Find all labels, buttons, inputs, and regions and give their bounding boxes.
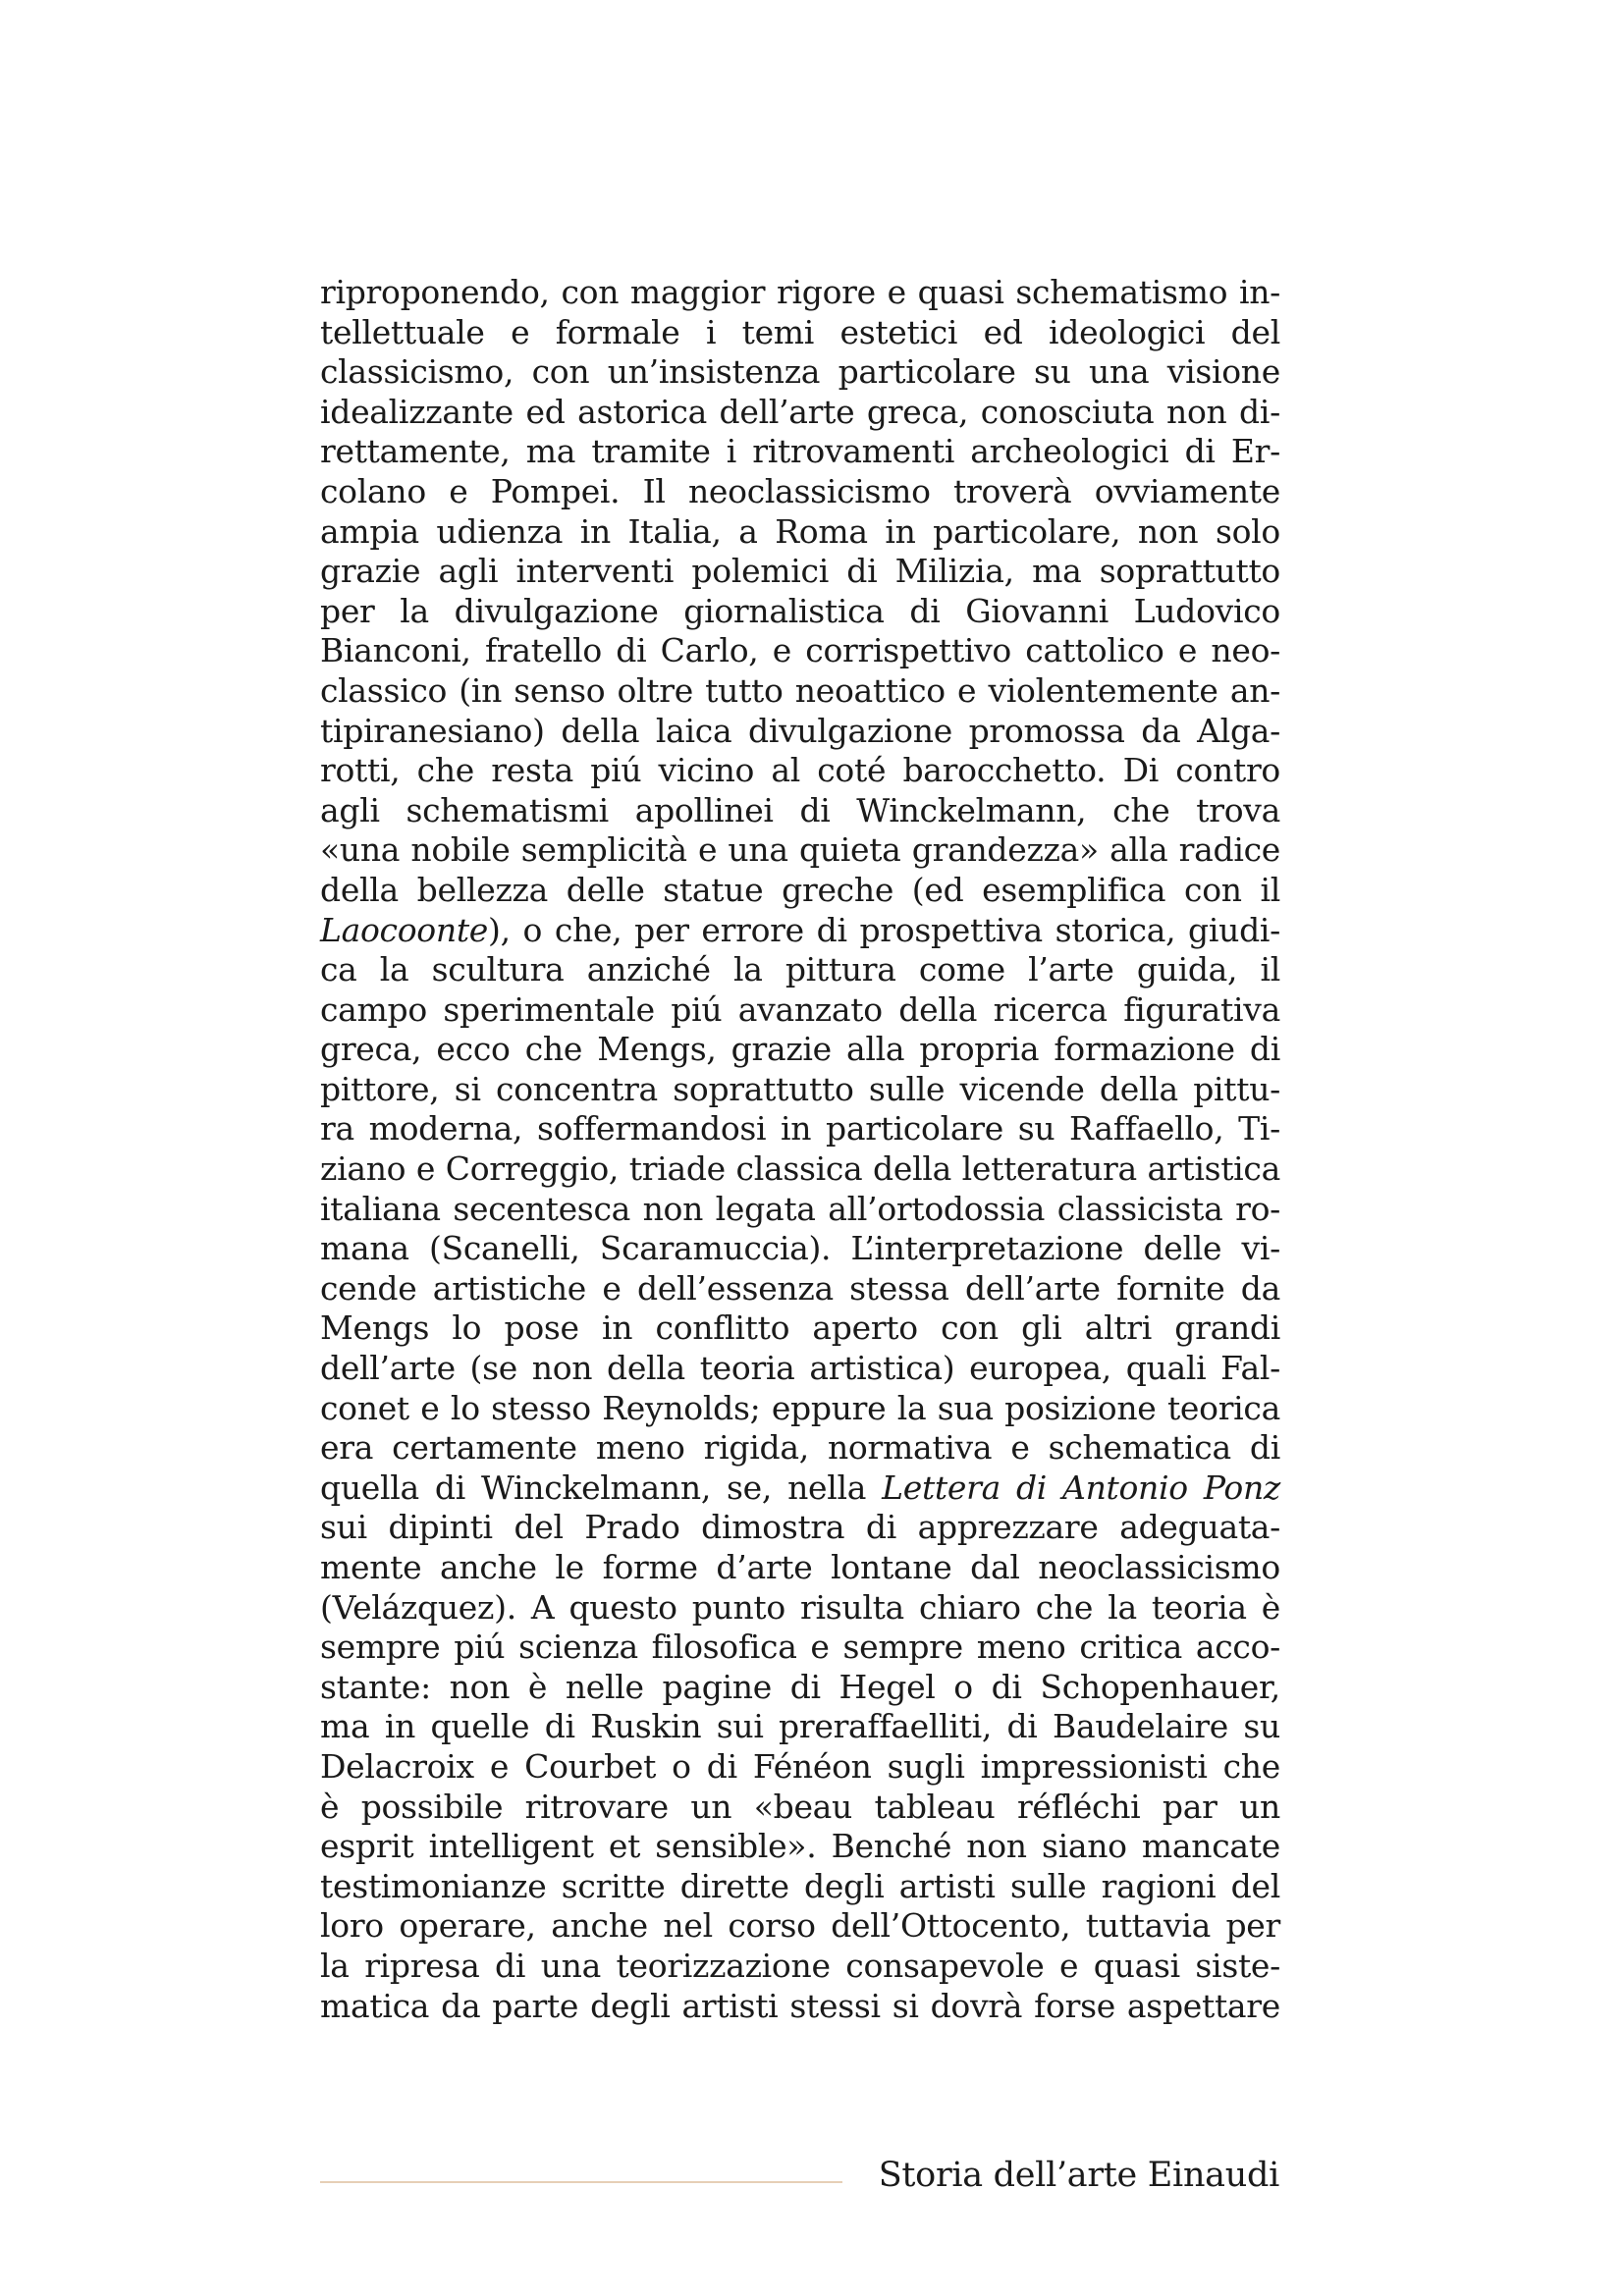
body-line: della bellezza delle statue greche (ed esemplifica con il bbox=[320, 870, 1280, 909]
body-line: è possibile ritrovare un «beau tableau réfléchi par un bbox=[320, 1787, 1280, 1826]
footer-rule bbox=[320, 2181, 842, 2183]
body-line: «una nobile semplicità e una quieta grandezza» alla radice bbox=[320, 830, 1280, 870]
body-line bbox=[320, 1468, 1280, 1509]
body-line: matica da parte degli artisti stessi si dovrà forse aspettare bbox=[320, 1986, 1280, 2025]
body-line: stante: non è nelle pagine di Hegel o di Schopenhauer, bbox=[320, 1667, 1280, 1706]
body-line bbox=[320, 911, 1280, 951]
body-line: tellettuale e formale i temi estetici ed ideologici del bbox=[320, 312, 1280, 351]
body-line: la ripresa di una teorizzazione consapevole e quasi siste- bbox=[320, 1946, 1280, 1985]
body-line: loro operare, anche nel corso dell’Ottocento, tuttavia per bbox=[320, 1906, 1280, 1946]
body-line: sempre piú scienza filosofica e sempre meno critica acco- bbox=[320, 1628, 1280, 1667]
body-line: dell’arte (se non della teoria artistica) europea, quali Fal- bbox=[320, 1349, 1280, 1388]
line-prefix: quella di Winckelmann, se, nella bbox=[320, 1468, 883, 1507]
body-line: conet e lo stesso Reynolds; eppure la sua posizione teorica bbox=[320, 1388, 1280, 1427]
italic-title-laocoonte: Laocoonte bbox=[320, 910, 489, 949]
body-line: ca la scultura anziché la pittura come l’arte guida, il bbox=[320, 950, 1280, 989]
body-line: mente anche le forme d’arte lontane dal neoclassicismo bbox=[320, 1548, 1280, 1586]
body-line: italiana secentesca non legata all’ortodossia classicista ro- bbox=[320, 1189, 1280, 1228]
body-line: idealizzante ed astorica dell’arte greca, conosciuta non di- bbox=[320, 392, 1280, 431]
body-line: riproponendo, con maggior rigore e quasi schematismo in- bbox=[320, 273, 1280, 311]
body-line: per la divulgazione giornalistica di Giovanni Ludovico bbox=[320, 591, 1280, 630]
body-line: colano e Pompei. Il neoclassicismo troverà ovviamente bbox=[320, 471, 1280, 510]
body-line: Bianconi, fratello di Carlo, e corrispettivo cattolico e neo- bbox=[320, 631, 1280, 670]
line-suffix: ), o che, per errore di prospettiva storica, giudi- bbox=[488, 910, 1280, 949]
body-line: Delacroix e Courbet o di Fénéon sugli impressionisti che bbox=[320, 1746, 1280, 1786]
body-line: ampia udienza in Italia, a Roma in particolare, non solo bbox=[320, 511, 1280, 551]
body-line: testimonianze scritte dirette degli artisti sulle ragioni del bbox=[320, 1866, 1280, 1905]
body-line: esprit intelligent et sensible». Benché non siano mancate bbox=[320, 1827, 1280, 1866]
body-line: Mengs lo pose in conflitto aperto con gli altri grandi bbox=[320, 1308, 1280, 1348]
body-text bbox=[320, 273, 1280, 2026]
body-line: (Velázquez). A questo punto risulta chiaro che la teoria è bbox=[320, 1587, 1280, 1627]
body-line: pittore, si concentra soprattutto sulle vicende della pittu- bbox=[320, 1069, 1280, 1108]
footer-series-title: Storia dell’arte Einaudi bbox=[878, 2156, 1279, 2195]
body-line: rettamente, ma tramite i ritrovamenti archeologici di Er- bbox=[320, 432, 1280, 471]
body-line: sui dipinti del Prado dimostra di apprezzare adeguata- bbox=[320, 1508, 1280, 1547]
body-line: campo sperimentale piú avanzato della ricerca figurativa bbox=[320, 989, 1280, 1029]
body-line: cende artistiche e dell’essenza stessa dell’arte fornite da bbox=[320, 1268, 1280, 1308]
body-line: mana (Scanelli, Scaramuccia). L’interpretazione delle vi- bbox=[320, 1229, 1280, 1268]
body-line: ma in quelle di Ruskin sui preraffaelliti, di Baudelaire su bbox=[320, 1707, 1280, 1746]
body-line: era certamente meno rigida, normativa e schematica di bbox=[320, 1428, 1280, 1468]
body-line: agli schematismi apollinei di Winckelmann, che trova bbox=[320, 790, 1280, 829]
body-line: ziano e Correggio, triade classica della letteratura artistica bbox=[320, 1149, 1280, 1189]
body-line: classico (in senso oltre tutto neoattico e violentemente an- bbox=[320, 670, 1280, 710]
body-line: tipiranesiano) della laica divulgazione promossa da Alga- bbox=[320, 711, 1280, 750]
body-line: grazie agli interventi polemici di Milizia, ma soprattutto bbox=[320, 552, 1280, 591]
body-line: greca, ecco che Mengs, grazie alla propria formazione di bbox=[320, 1030, 1280, 1069]
body-line: ra moderna, soffermandosi in particolare su Raffaello, Ti- bbox=[320, 1109, 1280, 1148]
italic-title-lettera: Lettera di Antonio Ponz bbox=[882, 1468, 1280, 1507]
body-line: classicismo, con un’insistenza particolare su una visione bbox=[320, 352, 1280, 392]
body-line: rotti, che resta piú vicino al coté barocchetto. Di contro bbox=[320, 751, 1280, 790]
